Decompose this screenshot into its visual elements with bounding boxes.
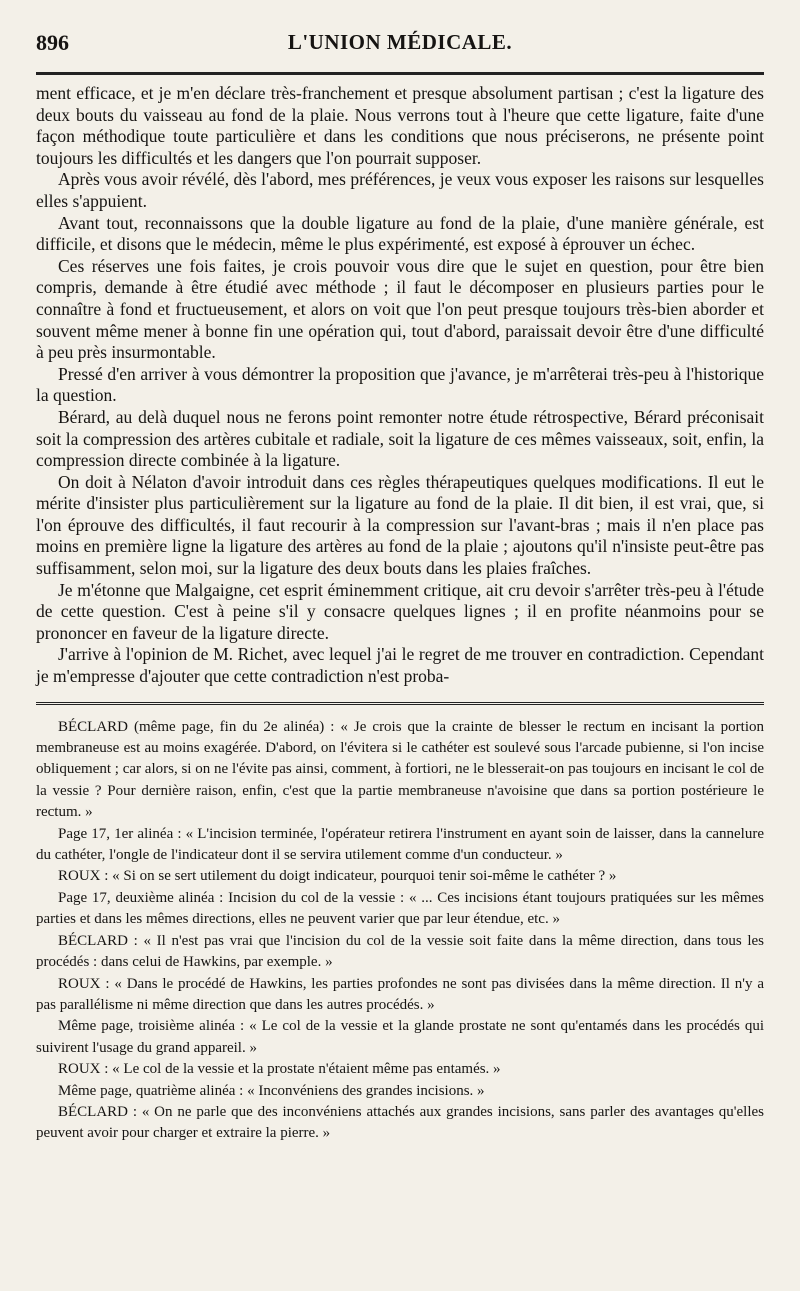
header-rule [36, 72, 764, 75]
note-paragraph: BÉCLARD (même page, fin du 2e alinéa) : « Je crois que la crainte de blesser le rectum en incisant la portion membraneuse est au moins exagérée. D'abord, on l'évitera si le cathéter est soulevé sous l'arcade pubienne, si l'on incise obliquement ; car alors, si on ne l'évite pas ainsi, comment, à fortiori, ne le blesserait-on pas toujours en incisant le col de la vessie ? Pour dernière raison, enfin, c'est que la partie membraneuse n'avoisine que dans sa portion postérieure le rectum. » [36, 718, 764, 821]
page-header [36, 24, 764, 54]
page-number: 896 [36, 30, 69, 55]
note-paragraph: Même page, quatrième alinéa : « Inconvéniens des grandes incisions. » [58, 1082, 485, 1099]
note-paragraph: ROUX : « Si on se sert utilement du doigt indicateur, pourquoi tenir soi-même le cathéter ? » [58, 868, 617, 885]
note-paragraph: ROUX : « Le col de la vessie et la prostate n'étaient même pas entamés. » [58, 1061, 501, 1078]
body-paragraph: Je m'étonne que Malgaigne, cet esprit éminemment critique, ait cru devoir s'arrêter très-peu à l'étude de cette question. C'est à peine s'il y consacre quelques lignes ; il en profite néanmoins pour se prononcer en faveur de la ligature directe. [36, 579, 764, 643]
main-text [36, 83, 764, 688]
notes-separator-rule [36, 702, 764, 707]
note-paragraph: ROUX : « Dans le procédé de Hawkins, les parties profondes ne sont pas divisées dans la même direction. Il n'y a pas parallélisme ni même direction que dans les autres procédés. » [36, 975, 764, 1013]
notes-section [36, 717, 764, 1145]
note-paragraph: Page 17, deuxième alinéa : Incision du col de la vessie : « ... Ces incisions étant toujours pratiquées sur les mêmes parties et dans les mêmes directions, elles ne peuvent varier que par leur étendue, etc. » [36, 889, 764, 928]
body-paragraph: ment efficace, et je m'en déclare très-franchement et presque absolument partisan ; c'est la ligature des deux bouts du vaisseau au fond de la plaie. Nous verrons tout à l'heure que cette ligature, faite d'une façon méthodique toute particulière et dans les conditions que nous préciserons, ne présente point toujours les difficultés et les dangers que l'on pourrait supposer. [36, 83, 764, 168]
note-paragraph: BÉCLARD : « Il n'est pas vrai que l'incision du col de la vessie soit faite dans la même direction, dans tous les procédés : dans celui de Hawkins, par exemple. » [36, 932, 764, 971]
body-paragraph: Avant tout, reconnaissons que la double ligature au fond de la plaie, d'une manière générale, est difficile, et disons que le médecin, même le plus expérimenté, est exposé à éprouver un échec. [36, 212, 764, 255]
note-paragraph: Même page, troisième alinéa : « Le col de la vessie et la glande prostate ne sont qu'entamés dans les procédés qui suivirent l'usage du grand appareil. » [36, 1018, 764, 1056]
body-paragraph: Ces réserves une fois faites, je crois pouvoir vous dire que le sujet en question, pour être bien compris, demande à être étudié avec méthode ; il faut le décomposer en plusieurs parties pour le connaître à fond et fructueusement, et alors on voit que l'on peut presque toujours très-bien aborder et souvent même mener à bonne fin une opération qui, tout d'abord, paraissait devoir être d'une difficulté à peu près insurmontable. [36, 255, 764, 363]
body-paragraph: J'arrive à l'opinion de M. Richet, avec lequel j'ai le regret de me trouver en contradiction. Cependant je m'empresse d'ajouter que cette contradiction n'est proba- [36, 644, 764, 687]
body-paragraph: Pressé d'en arriver à vous démontrer la proposition que j'avance, je m'arrêterai très-peu à l'historique la question. [36, 363, 764, 406]
body-paragraph: Après vous avoir révélé, dès l'abord, mes préférences, je veux vous exposer les raisons sur lesquelles elles s'appuient. [36, 169, 764, 211]
body-paragraph: Bérard, au delà duquel nous ne ferons point remonter notre étude rétrospective, Bérard préconisait soit la compression des artères cubitale et radiale, soit la ligature de ces mêmes vaisseaux, soit, enfin, la compression directe combinée à la ligature. [36, 406, 764, 471]
running-title: L'UNION MÉDICALE. [287, 30, 513, 54]
note-paragraph: BÉCLARD : « On ne parle que des inconvéniens attachés aux grandes incisions, sans parler des avantages qu'elles peuvent avoir pour charger et extraire la pierre. » [36, 1103, 764, 1142]
body-paragraph: On doit à Nélaton d'avoir introduit dans ces règles thérapeutiques quelques modifications. Il eut le mérite d'insister plus particulièrement sur la ligature au fond de la plaie. Il dit bien, il est vrai, que, si l'on éprouve des difficultés, il faut recourir à la compression sur l'avant-bras ; mais il n'en place pas moins en première ligne la ligature des artères au fond de la plaie ; ajoutons qu'il n'insiste peut-être pas suffisamment, selon moi, sur la ligature des deux bouts dans les plaies fraîches. [36, 471, 764, 579]
note-paragraph: Page 17, 1er alinéa : « L'incision terminée, l'opérateur retirera l'instrument en ayant soin de laisser, dans la cannelure du cathéter, l'ongle de l'indicateur dont il se servira utilement comme d'un conducteur. » [36, 825, 764, 864]
